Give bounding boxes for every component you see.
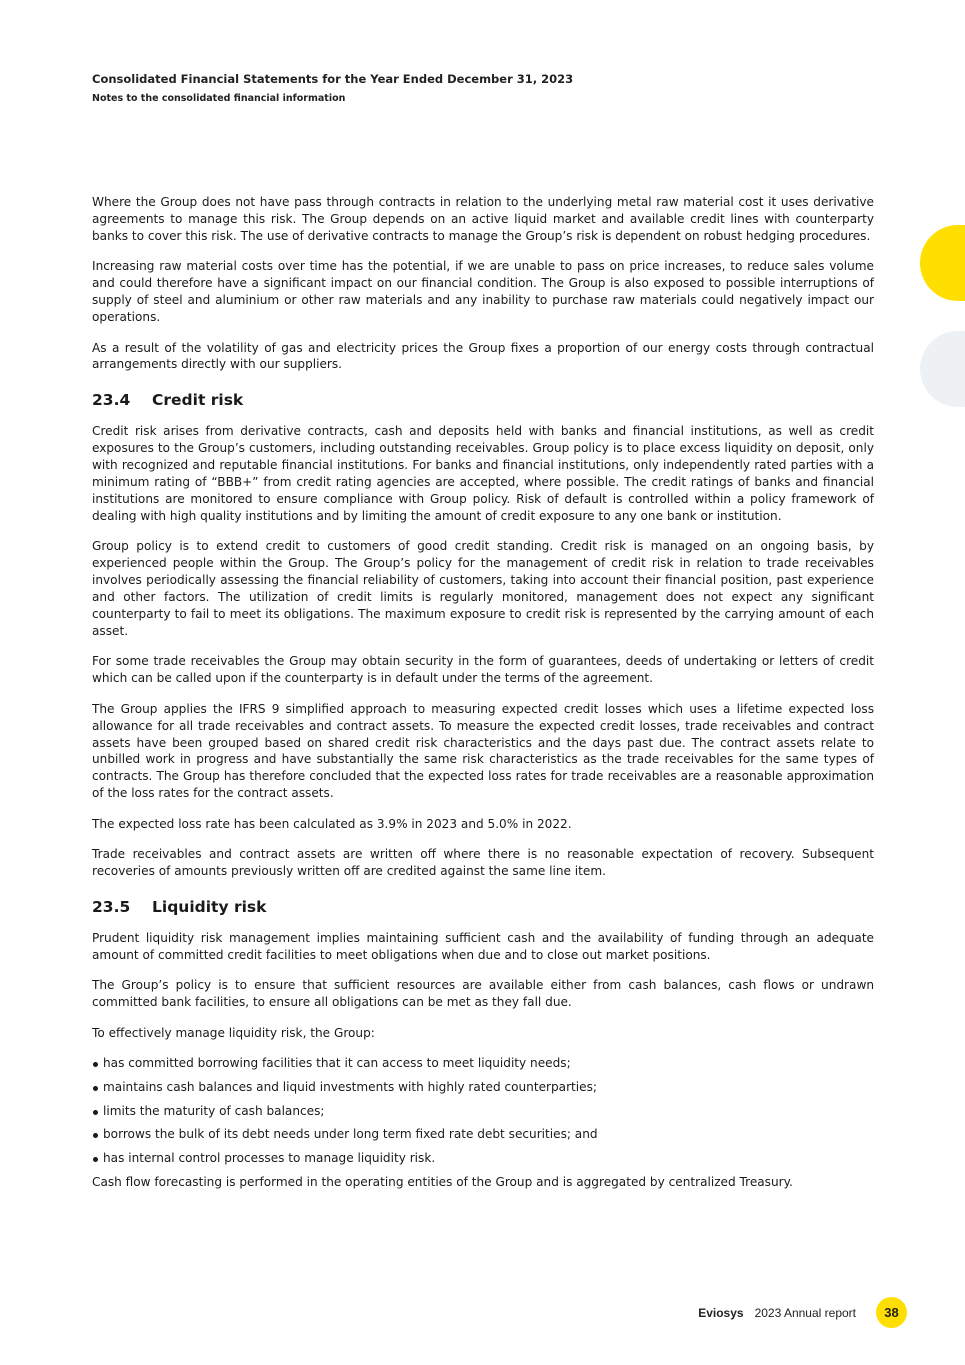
footer-brand: Eviosys — [698, 1305, 744, 1320]
paragraph: Increasing raw material costs over time has the potential, if we are unable to pass on price increases, to reduce sales volume and could therefore have a significant impact on our financial condition. The Group is also exposed to possible interruptions of supply of steel and aluminium or other raw materials and any inability to purchase raw materials could negatively impact our operations. — [92, 259, 874, 325]
paragraph: Group policy is to extend credit to customers of good credit standing. Credit risk is managed on an ongoing basis, by experienced people within the Group. The Group’s policy for the management of credit risk in relation to trade receivables involves periodically assessing the financial reliability of customers, taking into account their financial position, past experience and other factors. The utilization of credit limits is regularly monitored, management does not expect any significant counterparty to fail to meet its obligations. The maximum exposure to credit risk is represented by the carrying amount of each asset. — [92, 539, 874, 638]
paragraph: The Group’s policy is to ensure that sufficient resources are available either from cash balances, cash flows or undrawn committed bank facilities, to ensure all obligations can be met as they fall due. — [92, 978, 874, 1010]
bullet-list — [92, 1055, 874, 1168]
paragraph: Prudent liquidity risk management implies maintaining sufficient cash and the availability of funding through an adequate amount of committed credit facilities to meet obligations when due and to close out market positions. — [92, 930, 874, 962]
section-title: Liquidity risk — [152, 898, 267, 917]
paragraph: The expected loss rate has been calculated as 3.9% in 2023 and 5.0% in 2022. — [92, 816, 572, 831]
paragraph: For some trade receivables the Group may obtain security in the form of guarantees, deeds of undertaking or letters of credit which can be called upon if the counterparty is in default under the terms of the agreement. — [92, 654, 874, 686]
main-content — [92, 194, 874, 1205]
list-item: has committed borrowing facilities that it can access to meet liquidity needs; — [92, 1055, 874, 1072]
footer-report-title: 2023 Annual report — [754, 1305, 856, 1320]
paragraph: Credit risk arises from derivative contracts, cash and deposits held with banks and financial institutions, as well as credit exposures to the Group’s customers, including outstanding receivables. Group policy is to place excess liquidity on deposit, only with recognized and reputable financial institutions. For banks and financial institutions, only independently rated parties with a minimum rating of “BBB+” from credit rating agencies are accepted, where possible. The credit ratings of banks and financial institutions are monitored to ensure compliance with Group policy. Risk of default is controlled within a policy framework of dealing with high quality institutions and by limiting the amount of credit exposure to any one bank or institution. — [92, 424, 874, 523]
paragraph: The Group applies the IFRS 9 simplified approach to measuring expected credit losses which uses a lifetime expected loss allowance for all trade receivables and contract assets. To measure the expected credit losses, trade receivables and contract assets have been grouped based on shared credit risk characteristics and the days past due. The contract assets relate to unbilled work in progress and have substantially the same risk characteristics as the trade receivables for the same types of contracts. The Group has therefore concluded that the expected loss rates for trade receivables are a reasonable approximation of the loss rates for the contract assets. — [92, 701, 874, 801]
section-title: Credit risk — [152, 391, 244, 410]
section-number: 23.4 — [92, 391, 131, 410]
paragraph: Trade receivables and contract assets are written off where there is no reasonable expectation of recovery. Subsequent recoveries of amounts previously written off are credited against the same line item. — [92, 847, 874, 879]
side-tab-yellow[interactable] — [920, 225, 965, 301]
document-subtitle: Notes to the consolidated financial information — [92, 93, 346, 104]
paragraph: To effectively manage liquidity risk, the Group: — [92, 1025, 375, 1040]
paragraph: Where the Group does not have pass through contracts in relation to the underlying metal raw material cost it uses derivative agreements to manage this risk. The Group depends on an active liquid market and available credit lines with counterparty banks to cover this risk. The use of derivative contracts to manage the Group’s risk is dependent on robust hedging procedures. — [92, 195, 874, 243]
page-header — [92, 72, 573, 104]
list-item: has internal control processes to manage liquidity risk. — [92, 1150, 874, 1167]
list-item: maintains cash balances and liquid investments with highly rated counterparties; — [92, 1079, 874, 1096]
list-item: borrows the bulk of its debt needs under long term fixed rate debt securities; and — [92, 1126, 874, 1143]
document-title: Consolidated Financial Statements for the Year Ended December 31, 2023 — [92, 72, 574, 86]
section-heading-liquidity-risk — [92, 899, 874, 916]
page-number-badge: 38 — [876, 1297, 907, 1328]
section-number: 23.5 — [92, 898, 131, 917]
side-tab-grey[interactable] — [920, 331, 965, 407]
page-footer — [698, 1297, 907, 1328]
section-heading-credit-risk — [92, 392, 874, 409]
list-item: limits the maturity of cash balances; — [92, 1103, 874, 1120]
paragraph: Cash flow forecasting is performed in the operating entities of the Group and is aggregated by centralized Treasury. — [92, 1175, 793, 1190]
paragraph: As a result of the volatility of gas and electricity prices the Group fixes a proportion of our energy costs through contractual arrangements directly with our suppliers. — [92, 340, 874, 372]
